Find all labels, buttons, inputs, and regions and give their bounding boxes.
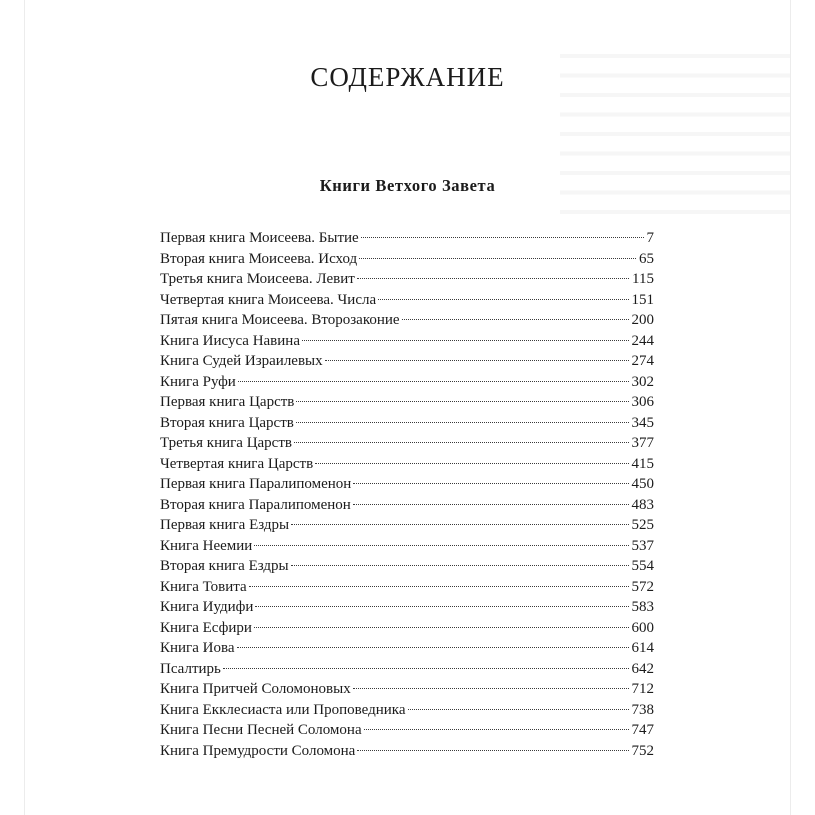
dot-leader xyxy=(254,627,629,628)
dot-leader xyxy=(249,586,629,587)
toc-entry xyxy=(160,228,654,249)
dot-leader xyxy=(378,299,628,300)
toc-entry-page-number: 377 xyxy=(631,435,654,451)
toc-entry xyxy=(160,290,654,311)
dot-leader xyxy=(291,524,628,525)
dot-leader xyxy=(254,545,628,546)
dot-leader xyxy=(296,401,628,402)
toc-entry-title: Книга Есфири xyxy=(160,619,252,636)
dot-leader xyxy=(255,606,628,607)
toc-entry xyxy=(160,597,654,618)
toc-entry-page-number: 306 xyxy=(631,394,654,410)
toc-entry-page-number: 752 xyxy=(631,742,654,759)
dot-leader xyxy=(237,647,629,648)
dot-leader xyxy=(359,258,636,259)
toc-entry-page-number: 537 xyxy=(631,537,654,554)
dot-leader xyxy=(296,422,629,423)
toc-entry xyxy=(160,741,654,762)
toc-entry-page-number: 712 xyxy=(631,681,654,697)
dot-leader xyxy=(325,360,629,361)
page-edge-left xyxy=(24,0,25,815)
toc-entry-title: Первая книга Царств xyxy=(160,394,295,410)
toc-entry xyxy=(160,638,654,659)
toc-entry xyxy=(160,474,654,495)
dot-leader xyxy=(357,278,629,279)
toc-entry-page-number: 747 xyxy=(631,722,654,738)
toc-entry xyxy=(160,454,654,475)
toc-entry-title: Книга Иисуса Навина xyxy=(160,332,300,349)
toc-entry-page-number: 554 xyxy=(631,558,654,574)
toc-entry xyxy=(160,720,654,741)
toc-entry-title: Книга Неемии xyxy=(160,537,253,554)
toc-entry xyxy=(160,556,654,577)
dot-leader xyxy=(315,463,628,464)
dot-leader xyxy=(408,709,629,710)
toc-entry-title: Вторая книга Паралипоменон xyxy=(160,496,351,513)
toc-entry-title: Четвертая книга Царств xyxy=(160,455,314,472)
toc-entry xyxy=(160,269,654,290)
toc-entry-page-number: 483 xyxy=(631,496,654,513)
dot-leader xyxy=(353,483,628,484)
toc-entry-title: Книга Судей Израилевых xyxy=(160,353,323,369)
dot-leader xyxy=(302,340,629,341)
toc-entry-title: Книга Песни Песней Соломона xyxy=(160,722,362,738)
dot-leader xyxy=(357,750,628,751)
table-of-contents xyxy=(160,228,654,761)
toc-entry-title: Книга Товита xyxy=(160,578,247,595)
toc-entry-title: Вторая книга Царств xyxy=(160,414,294,431)
toc-entry xyxy=(160,433,654,454)
toc-entry xyxy=(160,413,654,434)
toc-entry-page-number: 642 xyxy=(631,660,654,677)
dot-leader xyxy=(402,319,629,320)
toc-entry xyxy=(160,495,654,516)
dot-leader xyxy=(238,381,629,382)
toc-entry-title: Пятая книга Моисеева. Второзаконие xyxy=(160,312,400,328)
toc-entry-page-number: 345 xyxy=(631,414,654,431)
toc-entry-title: Книга Притчей Соломоновых xyxy=(160,681,351,697)
toc-entry-title: Первая книга Паралипоменон xyxy=(160,476,352,492)
toc-entry-page-number: 7 xyxy=(646,230,654,246)
toc-entry xyxy=(160,618,654,639)
dot-leader xyxy=(353,504,629,505)
page-edge-right xyxy=(790,0,791,815)
toc-entry-title: Третья книга Моисеева. Левит xyxy=(160,271,355,287)
toc-entry-page-number: 151 xyxy=(631,291,654,308)
dot-leader xyxy=(353,688,629,689)
dot-leader xyxy=(291,565,629,566)
toc-entry-page-number: 302 xyxy=(631,373,654,390)
toc-entry xyxy=(160,249,654,270)
toc-entry xyxy=(160,331,654,352)
toc-entry xyxy=(160,577,654,598)
toc-entry-page-number: 200 xyxy=(631,312,654,328)
toc-entry xyxy=(160,679,654,700)
toc-entry-title: Книга Руфи xyxy=(160,373,236,390)
toc-entry-title: Книга Иова xyxy=(160,640,235,656)
section-title: Книги Ветхого Завета xyxy=(319,176,496,195)
toc-entry-title: Книга Премудрости Соломона xyxy=(160,742,356,759)
toc-entry-title: Вторая книга Моисеева. Исход xyxy=(160,250,358,267)
toc-entry-page-number: 415 xyxy=(631,455,654,472)
toc-entry-title: Вторая книга Ездры xyxy=(160,558,289,574)
toc-entry-title: Книга Иудифи xyxy=(160,599,254,615)
toc-entry-page-number: 244 xyxy=(631,332,654,349)
toc-entry-page-number: 115 xyxy=(632,271,654,287)
toc-entry xyxy=(160,310,654,331)
toc-entry-title: Псалтирь xyxy=(160,660,221,677)
toc-entry-title: Четвертая книга Моисеева. Числа xyxy=(160,291,377,308)
toc-entry xyxy=(160,536,654,557)
toc-entry xyxy=(160,659,654,680)
dot-leader xyxy=(361,237,644,238)
dot-leader xyxy=(294,442,629,443)
dot-leader xyxy=(223,668,629,669)
toc-entry-page-number: 525 xyxy=(631,517,654,533)
dot-leader xyxy=(364,729,629,730)
toc-entry-page-number: 274 xyxy=(631,353,654,369)
toc-entry-page-number: 65 xyxy=(639,250,654,267)
toc-entry xyxy=(160,392,654,413)
toc-entry-page-number: 614 xyxy=(631,640,654,656)
toc-entry-title: Третья книга Царств xyxy=(160,435,292,451)
toc-entry xyxy=(160,372,654,393)
page-title: СОДЕРЖАНИЕ xyxy=(310,62,505,92)
toc-entry-title: Первая книга Моисеева. Бытие xyxy=(160,230,359,246)
toc-entry-title: Первая книга Ездры xyxy=(160,517,290,533)
toc-entry-page-number: 738 xyxy=(631,701,654,718)
toc-entry-title: Книга Екклесиаста или Проповедника xyxy=(160,701,406,718)
toc-entry xyxy=(160,700,654,721)
toc-entry xyxy=(160,515,654,536)
toc-entry-page-number: 450 xyxy=(631,476,654,492)
toc-entry xyxy=(160,351,654,372)
toc-entry-page-number: 583 xyxy=(631,599,654,615)
toc-entry-page-number: 600 xyxy=(631,619,654,636)
toc-entry-page-number: 572 xyxy=(631,578,654,595)
